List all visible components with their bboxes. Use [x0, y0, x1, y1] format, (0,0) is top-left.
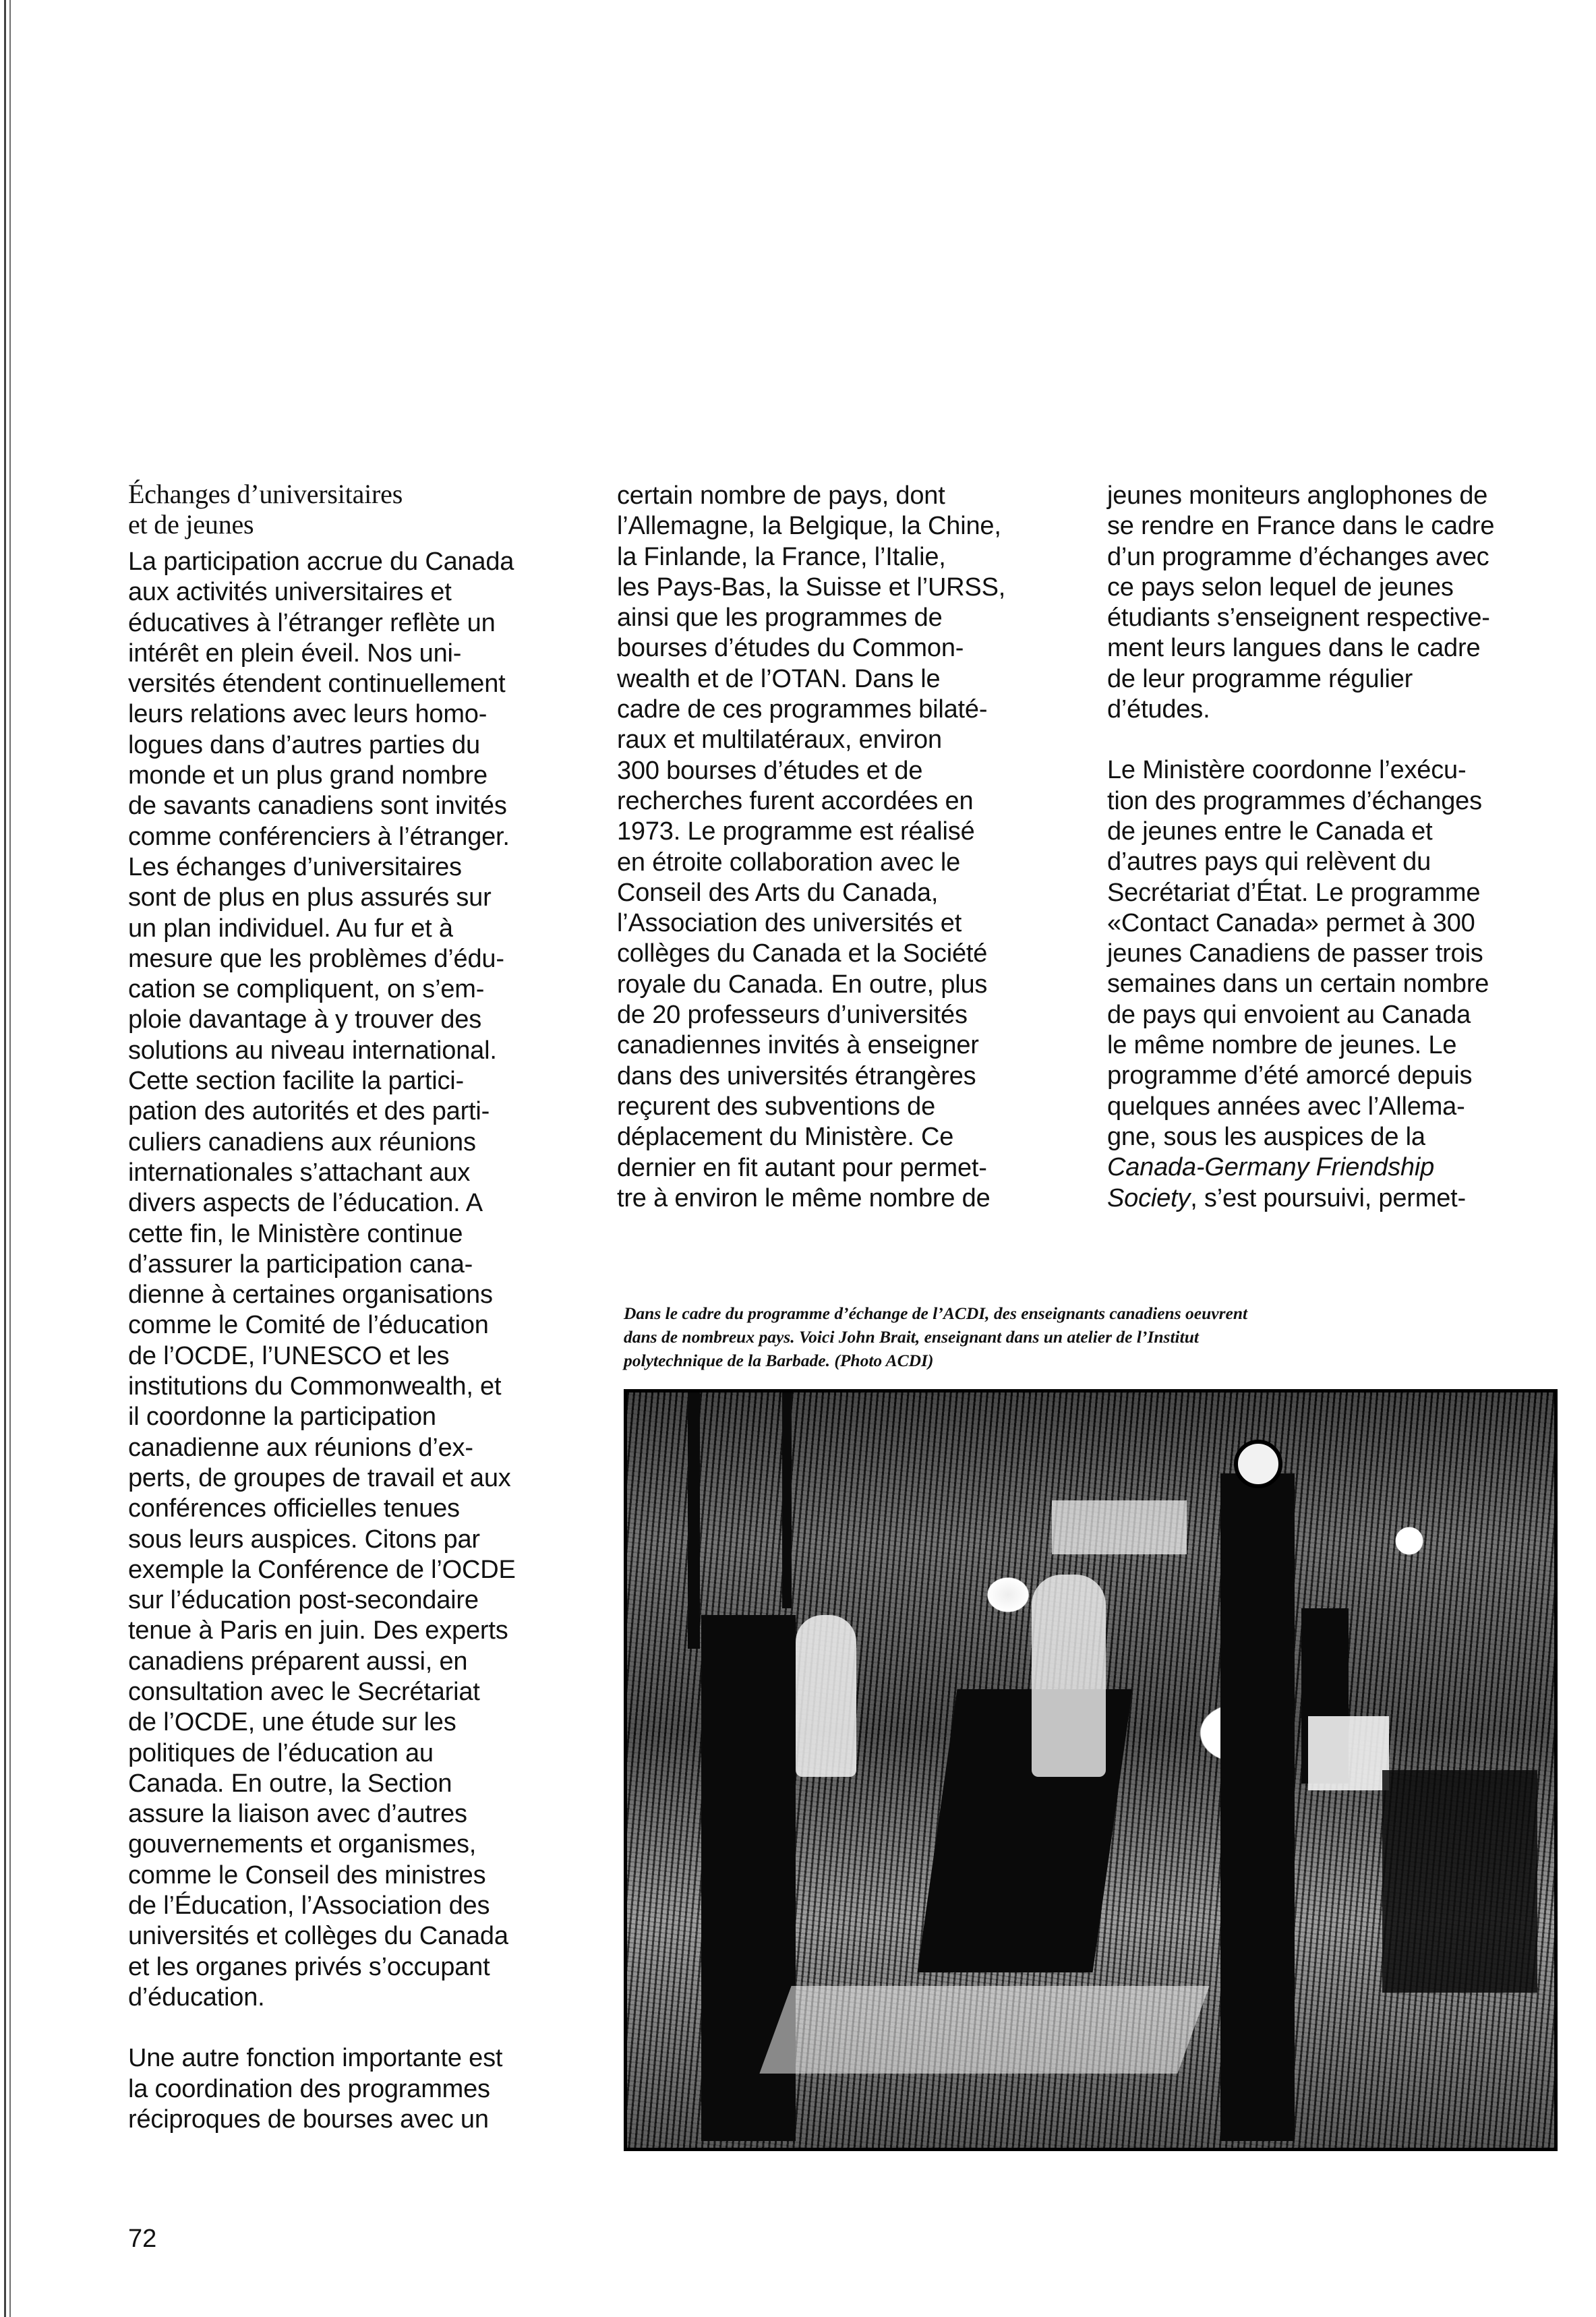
text-line: certain nombre de pays, dont — [617, 481, 945, 510]
text-line: étudiants s’enseignent respective- — [1107, 604, 1490, 633]
text-line: conférences officielles tenues — [128, 1494, 460, 1523]
text-line: pation des autorités et des parti- — [128, 1097, 490, 1126]
column-1 — [128, 479, 566, 2135]
text-line: recherches furent accordées en — [617, 786, 974, 815]
text-line: raux et multilatéraux, environ — [617, 726, 942, 755]
text-line: bourses d’études du Common- — [617, 634, 964, 663]
text-line: cation se compliquent, on s’em- — [128, 975, 485, 1004]
photo-caption — [624, 1301, 1500, 1372]
text-line: gne, sous les auspices de la — [1107, 1122, 1425, 1151]
text-line: comme conférenciers à l’étranger. — [128, 822, 510, 851]
text-line: cette fin, le Ministère continue — [128, 1219, 463, 1248]
text-line: monde et un plus grand nombre — [128, 761, 487, 790]
text-line: en étroite collaboration avec le — [617, 848, 961, 877]
text-line: de savants canadiens sont invités — [128, 792, 507, 821]
text-line: se rendre en France dans le cadre — [1107, 512, 1495, 541]
text-line: jeunes Canadiens de passer trois — [1107, 939, 1483, 968]
binding-edge — [0, 0, 20, 2317]
text-line: de pays qui envoient au Canada — [1107, 1000, 1471, 1029]
text-line: Secrétariat d’État. Le programme — [1107, 878, 1481, 907]
workshop-photo — [624, 1389, 1558, 2151]
text-line: semaines dans un certain nombre — [1107, 970, 1489, 999]
text-line: la Finlande, la France, l’Italie, — [617, 542, 946, 571]
text-line: wealth et de l’OTAN. Dans le — [617, 664, 941, 693]
text-line: d’assurer la participation cana- — [128, 1250, 473, 1279]
text-line: aux activités universitaires et — [128, 578, 452, 607]
text-line: tre à environ le même nombre de — [617, 1183, 991, 1212]
text-line: divers aspects de l’éducation. A — [128, 1189, 483, 1218]
text-line: dans des universités étrangères — [617, 1061, 976, 1090]
text-line: comme le Comité de l’éducation — [128, 1311, 489, 1340]
text-line: mesure que les problèmes d’édu- — [128, 944, 504, 973]
text-line: les Pays-Bas, la Suisse et l’URSS, — [617, 573, 1006, 602]
section-heading — [128, 479, 566, 539]
text-line: d’un programme d’échanges avec — [1107, 542, 1489, 571]
text-line: l’Allemagne, la Belgique, la Chine, — [617, 512, 1001, 541]
text-line: solutions au niveau international. — [128, 1036, 497, 1065]
text-line: logues dans d’autres parties du — [128, 730, 480, 759]
text-line: l’Association des universités et — [617, 909, 962, 938]
caption-line: polytechnique de la Barbade. (Photo ACDI) — [624, 1351, 934, 1370]
text-line: royale du Canada. En outre, plus — [617, 970, 988, 999]
paragraph — [128, 547, 566, 2013]
text-line: politiques de l’éducation au — [128, 1738, 434, 1767]
text-line: internationales s’attachant aux — [128, 1158, 471, 1187]
text-line: canadienne aux réunions d’ex- — [128, 1433, 473, 1462]
text-line: assure la liaison avec d’autres — [128, 1800, 467, 1829]
text-line: perts, de groupes de travail et aux — [128, 1463, 511, 1492]
text-line: d’études. — [1107, 695, 1210, 724]
text-line-italic: Canada-Germany Friendship — [1107, 1153, 1435, 1182]
heading-line: et de jeunes — [128, 509, 254, 539]
text-line: cadre de ces programmes bilaté- — [617, 695, 988, 724]
column-3 — [1107, 481, 1552, 1214]
text-line: d’éducation. — [128, 1983, 265, 2012]
text-line: réciproques de bourses avec un — [128, 2105, 489, 2134]
paragraph — [128, 2043, 566, 2135]
text-line: Le Ministère coordonne l’exécu- — [1107, 756, 1467, 785]
caption-line: Dans le cadre du programme d’échange de l’ACDI, des enseignants canadiens oeuvrent — [624, 1303, 1248, 1323]
text-line: le même nombre de jeunes. Le — [1107, 1031, 1457, 1060]
photo-window — [1052, 1500, 1187, 1554]
text-line: universités et collèges du Canada — [128, 1922, 508, 1951]
photo-floor — [759, 1986, 1209, 2074]
photo-gauge — [1234, 1440, 1282, 1488]
text-line: intérêt en plein éveil. Nos uni- — [128, 639, 462, 668]
text-line: Conseil des Arts du Canada, — [617, 878, 939, 907]
text-line: sont de plus en plus assurés sur — [128, 883, 492, 912]
paragraph — [1107, 755, 1552, 1213]
text-line: Les échanges d’universitaires — [128, 852, 462, 881]
text-line: un plan individuel. Au fur et à — [128, 914, 453, 943]
text-line: sous leurs auspices. Citons par — [128, 1525, 480, 1554]
text-line: et les organes privés s’occupant — [128, 1952, 490, 1981]
text-line: ainsi que les programmes de — [617, 604, 943, 633]
photo-person — [1032, 1575, 1106, 1777]
photo-drill-press — [1220, 1473, 1295, 2141]
paragraph — [1107, 481, 1552, 725]
text-line: 1973. Le programme est réalisé — [617, 817, 975, 846]
text-line: jeunes moniteurs anglophones de — [1107, 481, 1488, 510]
photo-machine — [1382, 1770, 1537, 1993]
paragraph — [617, 481, 1062, 1214]
text-line: canadiennes invités à enseigner — [617, 1031, 979, 1060]
text-line: de leur programme régulier — [1107, 664, 1413, 693]
text-line: 300 bourses d’études et de — [617, 756, 923, 785]
paragraph-gap — [1107, 725, 1552, 755]
text-line: collèges du Canada et la Société — [617, 939, 988, 968]
text-line: il coordonne la participation — [128, 1403, 436, 1432]
text-line: reçurent des subventions de — [617, 1092, 936, 1121]
text-line: de l’OCDE, l’UNESCO et les — [128, 1341, 450, 1370]
column-2 — [617, 481, 1062, 1214]
photo-pipe — [782, 1392, 792, 1608]
text-fragment: , s’est poursuivi, permet- — [1190, 1183, 1466, 1212]
caption-line: dans de nombreux pays. Voici John Brait, enseignant dans un atelier de l’Institut — [624, 1327, 1199, 1347]
text-line: de l’OCDE, une étude sur les — [128, 1708, 456, 1737]
text-line: comme le Conseil des ministres — [128, 1860, 486, 1889]
text-line: de l’Éducation, l’Association des — [128, 1891, 490, 1920]
heading-line: Échanges d’universitaires — [128, 479, 403, 509]
text-line: ploie davantage à y trouver des — [128, 1005, 482, 1034]
text-line: programme d’été amorcé depuis — [1107, 1061, 1473, 1090]
text-line: culiers canadiens aux réunions — [128, 1127, 476, 1156]
page-number: 72 — [128, 2225, 157, 2253]
text-line — [1107, 1183, 1552, 1214]
text-line: la coordination des programmes — [128, 2074, 490, 2103]
text-line: tenue à Paris en juin. Des experts — [128, 1616, 508, 1645]
text-line: ce pays selon lequel de jeunes — [1107, 573, 1454, 602]
text-line: tion des programmes d’échanges — [1107, 786, 1482, 815]
text-line: canadiens préparent aussi, en — [128, 1647, 468, 1676]
italic-term: Society — [1107, 1183, 1191, 1212]
text-line: dienne à certaines organisations — [128, 1281, 493, 1310]
text-line: éducatives à l’étranger reflète un — [128, 608, 496, 637]
text-line: exemple la Conférence de l’OCDE — [128, 1555, 516, 1584]
text-line: Cette section facilite la partici- — [128, 1067, 464, 1096]
photo-pipe — [688, 1392, 700, 1649]
text-line: consultation avec le Secrétariat — [128, 1677, 480, 1706]
text-line: de jeunes entre le Canada et — [1107, 817, 1433, 846]
text-line: de 20 professeurs d’universités — [617, 1001, 968, 1030]
text-line: versités étendent continuellement — [128, 670, 506, 699]
text-line: leurs relations avec leurs homo- — [128, 700, 487, 729]
text-line: dernier en fit autant pour permet- — [617, 1153, 987, 1182]
text-line: institutions du Commonwealth, et — [128, 1372, 502, 1401]
text-line: d’autres pays qui relèvent du — [1107, 848, 1431, 877]
text-line: Une autre fonction importante est — [128, 2044, 503, 2073]
text-line: ment leurs langues dans le cadre — [1107, 634, 1481, 663]
text-line: quelques années avec l’Allema- — [1107, 1092, 1465, 1121]
photo-person — [796, 1615, 856, 1777]
text-line: La participation accrue du Canada — [128, 548, 514, 576]
text-line: Canada. En outre, la Section — [128, 1769, 452, 1798]
text-line: «Contact Canada» permet à 300 — [1107, 908, 1475, 937]
text-line: déplacement du Ministère. Ce — [617, 1123, 954, 1152]
text-line: sur l’éducation post-secondaire — [128, 1586, 479, 1615]
photo-person — [1308, 1716, 1389, 1790]
text-line: gouvernements et organismes, — [128, 1830, 477, 1859]
paragraph-gap — [128, 2013, 566, 2043]
